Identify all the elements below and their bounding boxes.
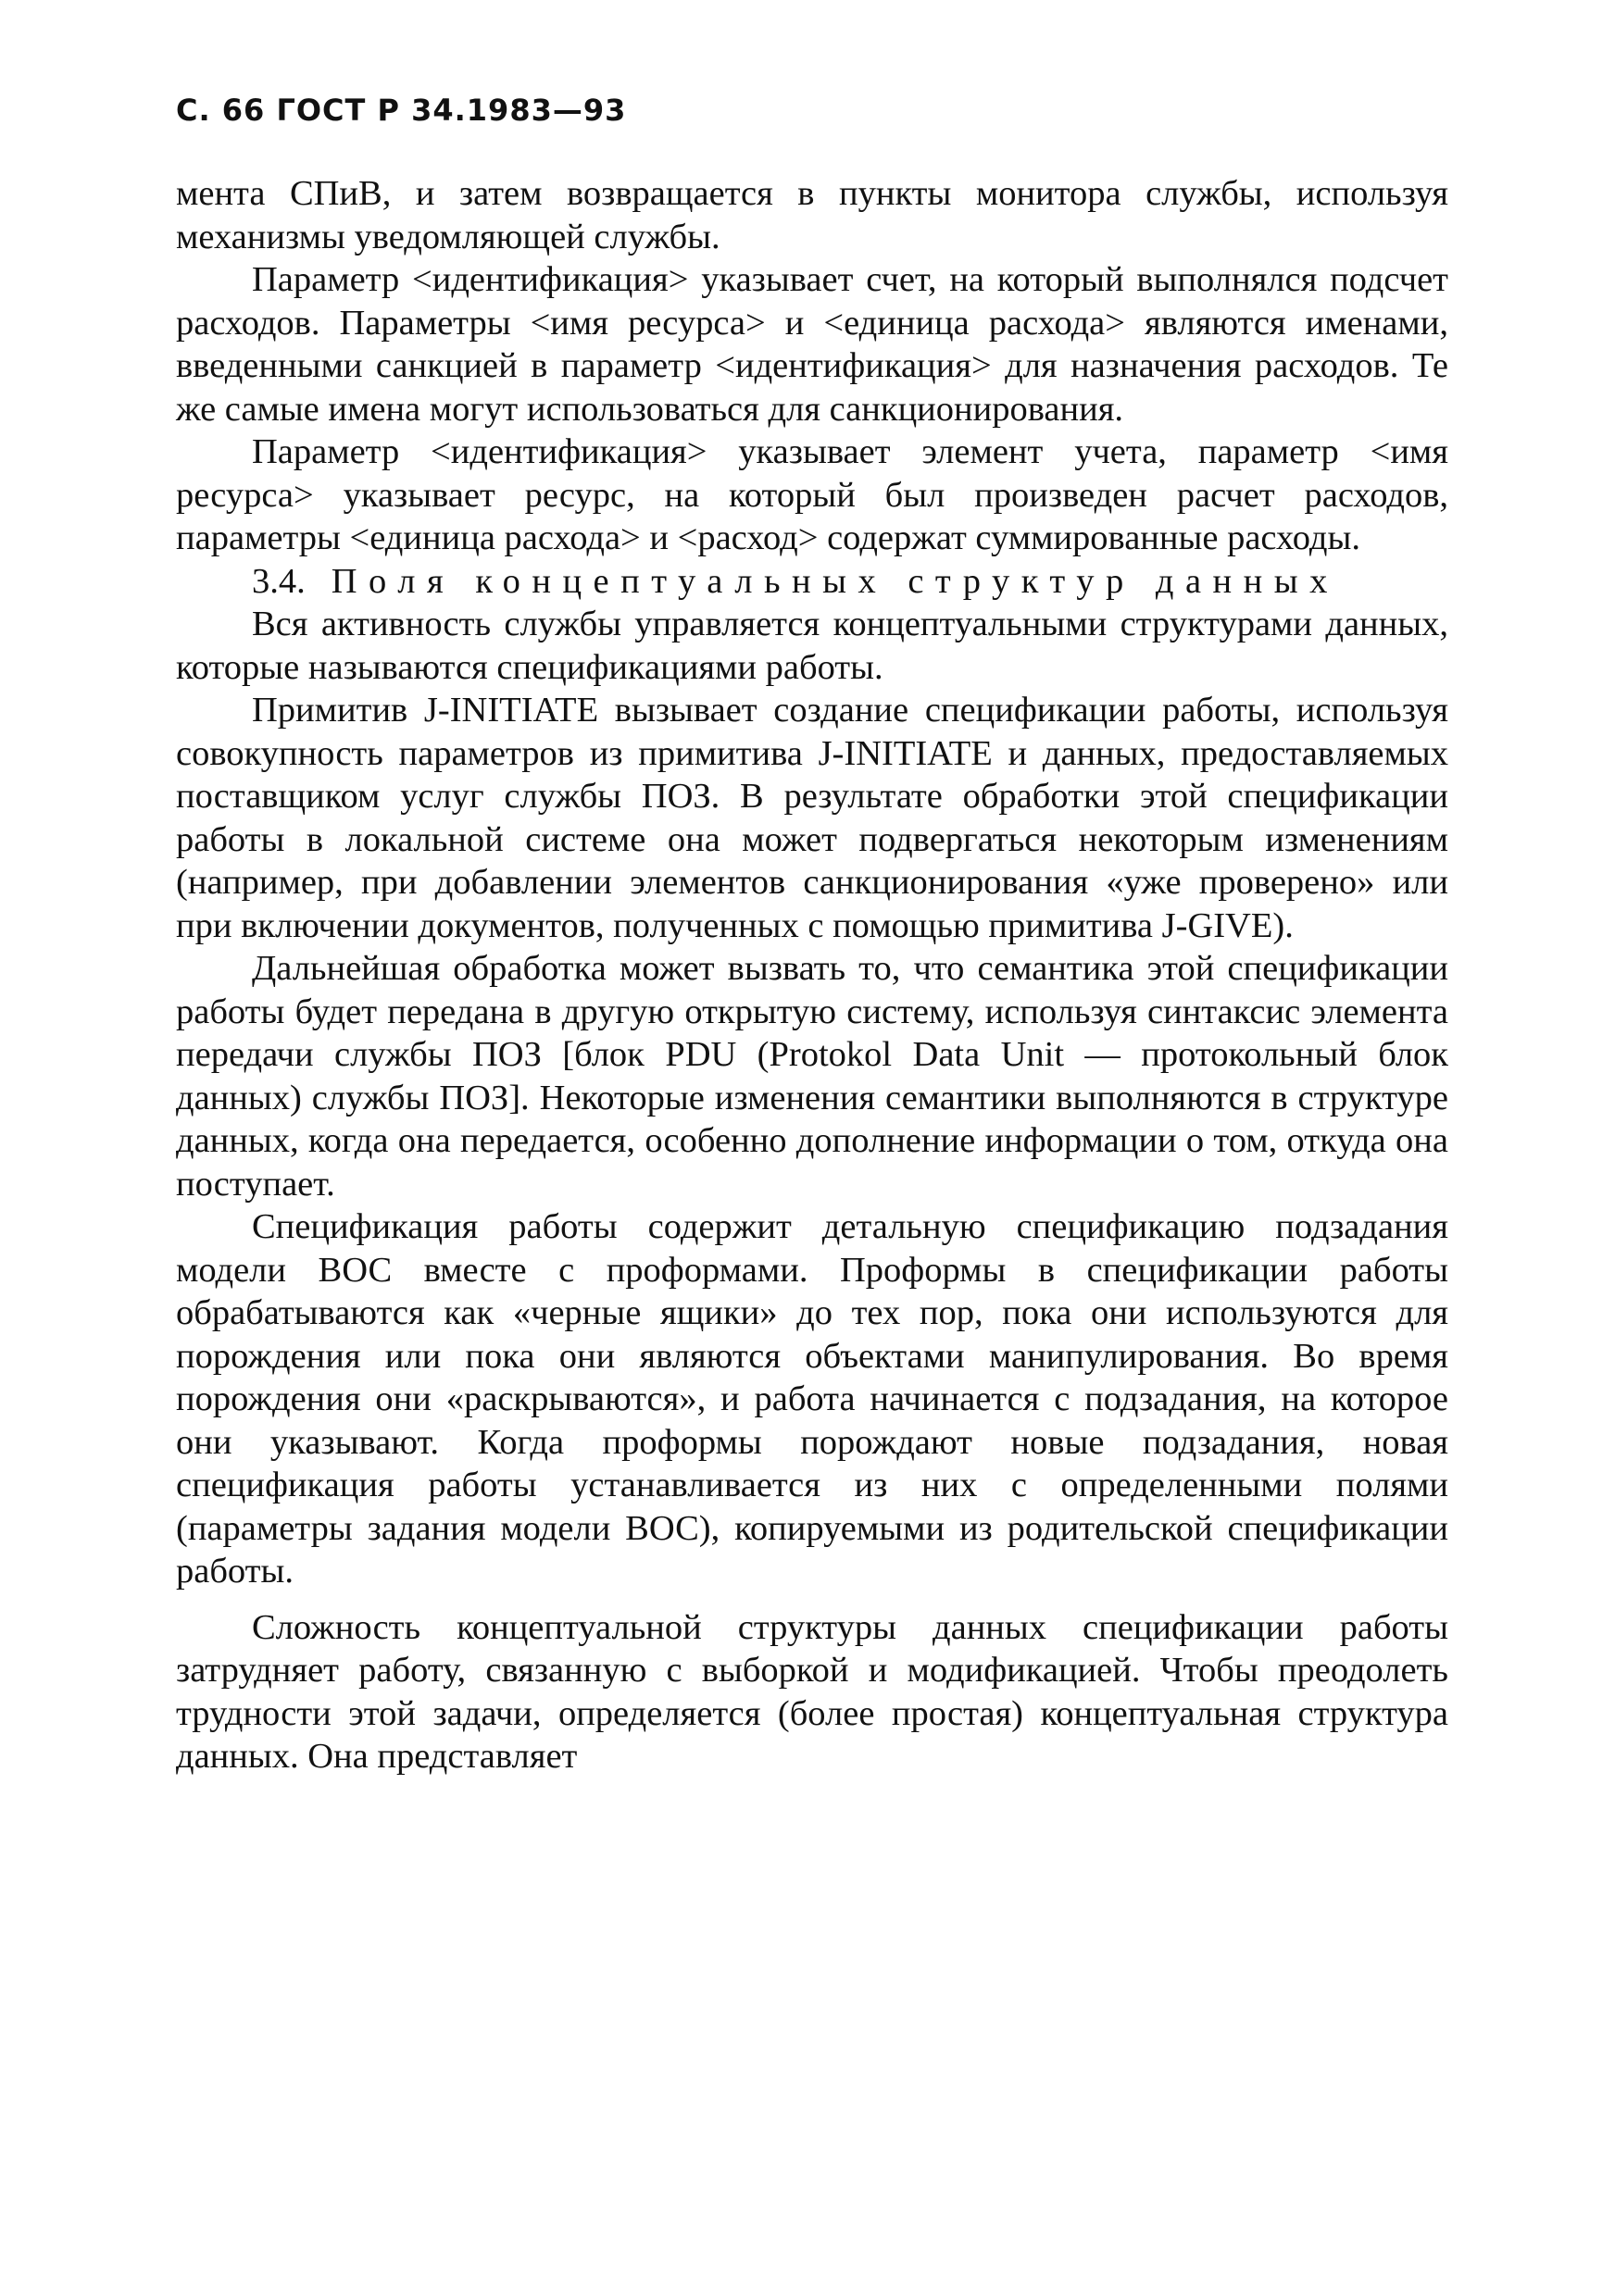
paragraph-complexity: Сложность концептуальной структуры данных спецификации работы затрудняет работу, связанную с выборкой и модификацией. Чтобы преодолеть трудности этой задачи, определяется (более простая) концептуальная структура данных. Она представляет (176, 1607, 1448, 1776)
paragraph-identification-element: Параметр <идентификация> указывает элемент учета, параметр <имя ресурса> указывает ресурс, на который был произведен расчет расходов, параметры <единица расхода> и <расход> содержат суммированные расходы. (176, 432, 1448, 557)
paragraph-activity: Вся активность службы управляется концептуальными структурами данных, которые называются спецификациями работы. (176, 605, 1448, 687)
body-text (176, 172, 1448, 1778)
paragraph-work-specification: Спецификация работы содержит детальную спецификацию подзадания модели ВОС вместе с проформами. Проформы в спецификации работы обрабатываются как «черные ящики» до тех пор, пока они используются для порождения или пока они являются объектами манипулирования. Во время порождения они «раскрываются», и работа начинается с подзадания, на которое они указывают. Когда проформы порождают новые подзадания, новая спецификация работы устанавливается из них с определенными полями (параметры задания модели ВОС), копируемыми из родительской спецификации работы. (176, 1207, 1448, 1591)
section-heading (176, 560, 1448, 604)
paragraph-continuation: мента СПиВ, и затем возвращается в пункты монитора службы, используя механизмы уведомляющей службы. (176, 174, 1448, 256)
running-head: С. 66 ГОСТ Р 34.1983—93 (176, 93, 627, 128)
section-number: 3.4. (252, 561, 306, 601)
paragraph-further-processing: Дальнейшая обработка может вызвать то, что семантика этой спецификации работы будет передана в другую открытую систему, используя синтаксис элемента передачи службы ПОЗ [блок PDU (Protokol Data Unit — протокольный блок данных) службы ПОЗ]. Некоторые изменения семантики выполняются в структуре данных, когда она передается, особенно дополнение информации о том, откуда она поступает. (176, 949, 1448, 1204)
section-title: Поля концептуальных структур данных (331, 561, 1339, 601)
paragraph-identification-account: Параметр <идентификация> указывает счет, на который выполнялся подсчет расходов. Параметры <имя ресурса> и <единица расхода> являются именами, введенными санкцией в параметр <идентификация> для назначения расходов. Те же самые имена могут использоваться для санкционирования. (176, 260, 1448, 429)
paragraph-j-initiate: Примитив J-INITIATE вызывает создание спецификации работы, используя совокупность параметров из примитива J-INITIATE и данных, предоставляемых поставщиком услуг службы ПОЗ. В результате обработки этой спецификации работы в локальной системе она может подвергаться некоторым изменениям (например, при добавлении элементов санкционирования «уже проверено» или при включении документов, полученных с помощью примитива J-GIVE). (176, 691, 1448, 945)
